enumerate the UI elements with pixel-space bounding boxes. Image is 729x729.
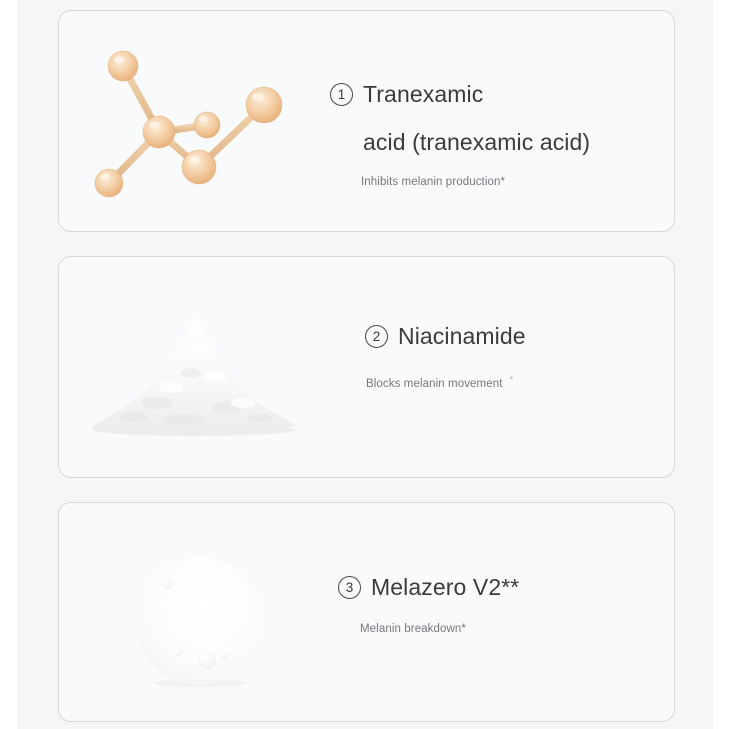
ingredient-card-tranexamic-acid [58,10,675,232]
card-subtitle: Blocks melanin movement * [366,374,514,390]
card-title-line1: Melazero V2** [371,573,520,600]
cream-sphere-image [135,556,266,689]
card-title [365,323,526,350]
card-title [330,81,590,156]
cream-sphere-icon [135,556,266,689]
molecule-3d-icon [89,44,291,206]
card-title-line2: acid (tranexamic acid) [363,128,591,155]
circled-number-1-icon: 1 [330,83,353,106]
card-subtitle: Melanin breakdown* [360,622,467,635]
ingredient-card-niacinamide [58,256,675,478]
circled-number-2-icon: 2 [365,325,388,348]
card-title-line1: Niacinamide [398,322,526,349]
card-subtitle: Inhibits melanin production* [361,175,506,188]
powder-pile-icon [87,311,301,437]
card-title-line1: Tranexamic [363,80,484,107]
card-title [338,574,519,601]
footnote-asterisk: * [509,374,514,386]
circled-number-3-icon: 3 [338,576,361,599]
powder-pile-image [87,311,301,437]
molecule-3d-image [89,44,291,206]
ingredient-card-melazero-v2 [58,502,675,722]
